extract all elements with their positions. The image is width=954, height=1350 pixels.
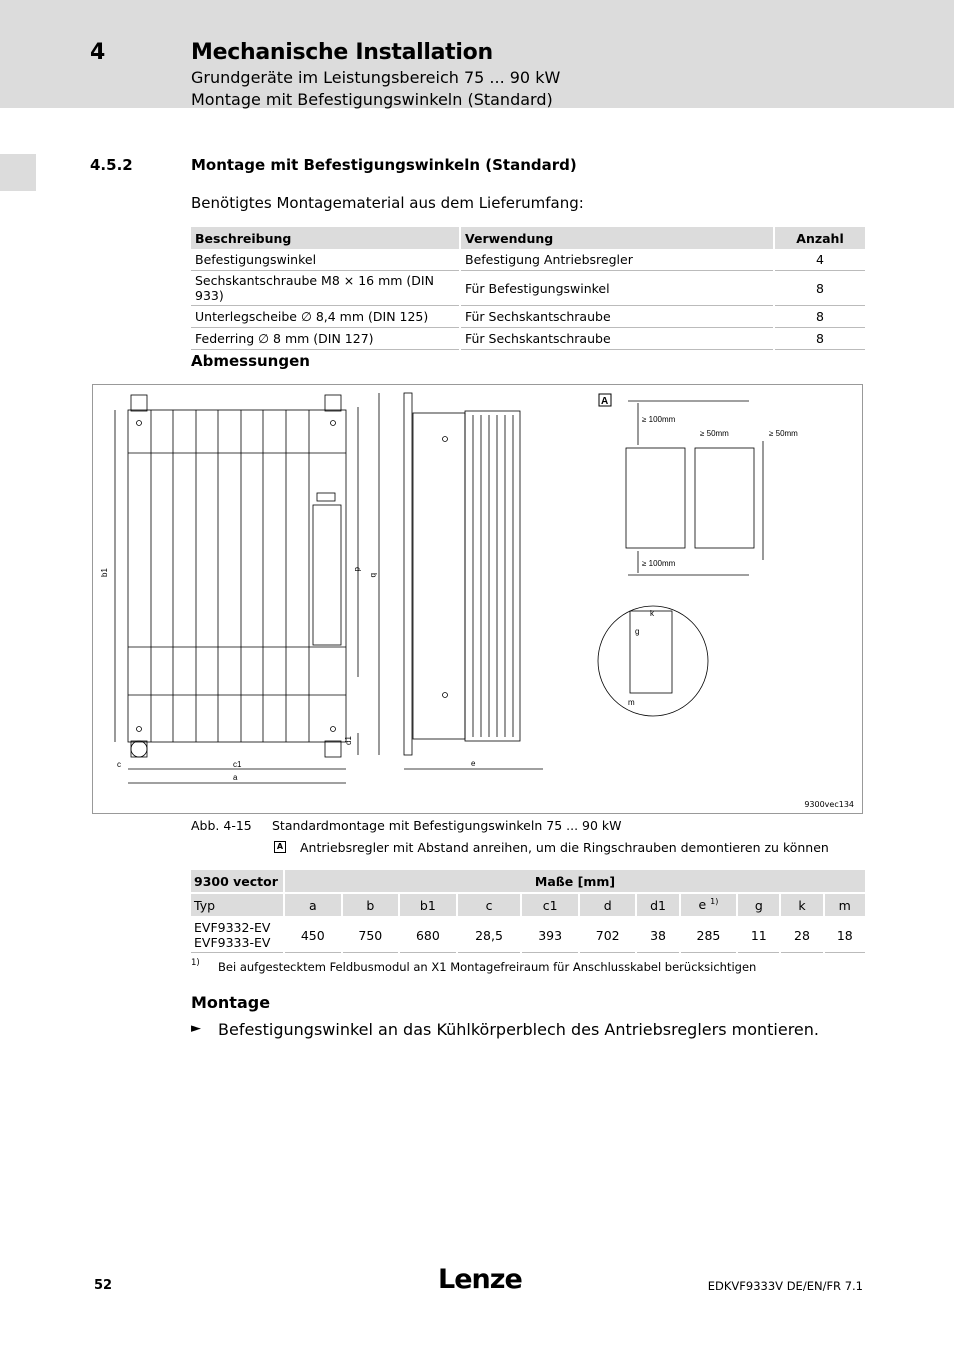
col-a: a <box>284 893 342 917</box>
label-e: e <box>471 759 476 768</box>
label-c1: c1 <box>233 760 242 769</box>
dimension-drawing <box>92 384 863 814</box>
label-a: a <box>233 773 238 782</box>
chapter-subtitle-2: Montage mit Befestigungswinkeln (Standard) <box>191 90 553 109</box>
type-names <box>191 917 284 953</box>
group-header: 9300 vector <box>191 870 284 893</box>
table-row <box>191 306 865 328</box>
page-number: 52 <box>94 1278 113 1293</box>
footnote-text: Bei aufgestecktem Feldbusmodul an X1 Montagefreiraum für Anschlusskabel berücksichtigen <box>218 960 757 974</box>
col-beschreibung: Beschreibung <box>191 227 460 249</box>
bullet-icon: ► <box>191 1021 201 1036</box>
measure-header: Maße [mm] <box>284 870 865 893</box>
section-title: Montage mit Befestigungswinkeln (Standard) <box>191 156 577 174</box>
montage-step: Befestigungswinkel an das Kühlkörperblech des Antriebsreglers montieren. <box>218 1020 819 1039</box>
caption-label: Abb. 4-15 <box>191 818 252 833</box>
label-clear-side-2: ≥ 50mm <box>769 429 798 438</box>
chapter-number: 4 <box>90 40 106 65</box>
dimension-table-column-row <box>191 893 865 917</box>
col-b: b <box>342 893 400 917</box>
table-cell: Befestigung Antriebsregler <box>460 249 774 271</box>
col-e-footnote: 1) <box>710 897 719 907</box>
label-clear-bottom: ≥ 100mm <box>642 559 676 568</box>
col-c: c <box>457 893 522 917</box>
col-b1: b1 <box>399 893 457 917</box>
value-k: 28 <box>780 917 823 953</box>
marker-a: A <box>601 396 609 407</box>
label-clear-side-1: ≥ 50mm <box>700 429 729 438</box>
montage-heading: Montage <box>191 993 271 1012</box>
dimension-table-group-row <box>191 870 865 893</box>
table-row <box>191 271 865 306</box>
dimension-labels <box>100 415 798 782</box>
col-e <box>680 893 738 917</box>
value-c: 28,5 <box>457 917 522 953</box>
value-g: 11 <box>737 917 780 953</box>
type-label: Typ <box>191 893 284 917</box>
table-cell: Sechskantschraube M8 × 16 mm (DIN 933) <box>191 271 460 306</box>
col-verwendung: Verwendung <box>460 227 774 249</box>
label-d: d <box>353 567 362 572</box>
col-c1: c1 <box>521 893 579 917</box>
lenze-logo: Lenze <box>438 1264 522 1295</box>
caption-note-marker: A <box>274 841 286 853</box>
table-cell: Befestigungswinkel <box>191 249 460 271</box>
label-k: k <box>650 609 654 618</box>
material-table <box>191 227 865 350</box>
label-b: b <box>369 573 378 578</box>
section-number: 4.5.2 <box>90 156 133 174</box>
label-m: m <box>628 698 635 707</box>
figure-code: 9300vec134 <box>804 800 854 809</box>
dimension-table <box>191 870 865 953</box>
table-cell: Für Sechskantschraube <box>460 306 774 328</box>
chapter-title: Mechanische Installation <box>191 40 493 65</box>
value-d1: 38 <box>636 917 679 953</box>
table-cell: Für Befestigungswinkel <box>460 271 774 306</box>
col-m: m <box>824 893 865 917</box>
table-row <box>191 249 865 271</box>
chapter-subtitle-1: Grundgeräte im Leistungsbereich 75 ... 90 kW <box>191 68 561 87</box>
table-row <box>191 917 865 953</box>
caption-note-text: Antriebsregler mit Abstand anreihen, um die Ringschrauben demontieren zu können <box>300 840 829 855</box>
drawing-svg <box>93 385 862 813</box>
material-table-header <box>191 227 865 249</box>
abmessungen-heading: Abmessungen <box>191 352 310 370</box>
table-cell: Unterlegscheibe ∅ 8,4 mm (DIN 125) <box>191 306 460 328</box>
table-cell: Federring ∅ 8 mm (DIN 127) <box>191 328 460 350</box>
label-c: c <box>117 760 121 769</box>
value-m: 18 <box>824 917 865 953</box>
value-a: 450 <box>284 917 342 953</box>
value-b: 750 <box>342 917 400 953</box>
value-e: 285 <box>680 917 738 953</box>
type-name: EVF9333-EV <box>194 935 271 950</box>
label-clear-top: ≥ 100mm <box>642 415 676 424</box>
label-g: g <box>635 627 640 636</box>
col-e-label: e <box>698 897 707 913</box>
table-cell: 4 <box>774 249 865 271</box>
col-anzahl: Anzahl <box>774 227 865 249</box>
section-intro: Benötigtes Montagematerial aus dem Lieferumfang: <box>191 194 584 212</box>
value-d: 702 <box>579 917 637 953</box>
caption-text: Standardmontage mit Befestigungswinkeln 75 ... 90 kW <box>272 818 622 833</box>
col-g: g <box>737 893 780 917</box>
footnote-marker: 1) <box>191 958 200 968</box>
table-row <box>191 328 865 350</box>
label-d1: d1 <box>344 736 353 745</box>
col-d: d <box>579 893 637 917</box>
side-tab <box>0 154 36 191</box>
value-b1: 680 <box>399 917 457 953</box>
table-cell: 8 <box>774 306 865 328</box>
label-b1: b1 <box>100 568 109 577</box>
document-id: EDKVF9333V DE/EN/FR 7.1 <box>707 1279 863 1293</box>
table-cell: 8 <box>774 271 865 306</box>
type-name: EVF9332-EV <box>194 920 271 935</box>
table-cell: 8 <box>774 328 865 350</box>
col-k: k <box>780 893 823 917</box>
col-d1: d1 <box>636 893 679 917</box>
value-c1: 393 <box>521 917 579 953</box>
table-cell: Für Sechskantschraube <box>460 328 774 350</box>
